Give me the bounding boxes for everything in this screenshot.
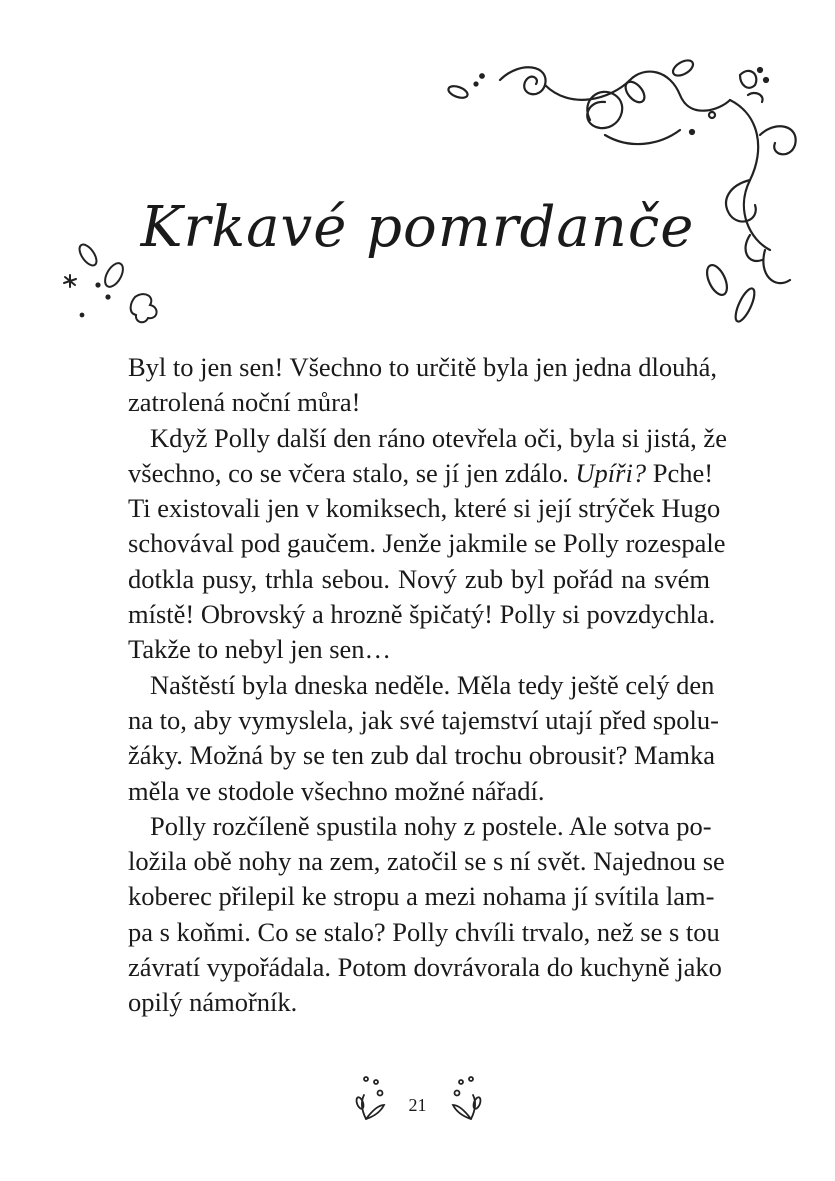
text-line: ložila obě nohy na zem, zatočil se s ní svět. Najednou se [128,846,725,877]
paragraph-4 [128,809,725,1021]
text-line: Polly rozčíleně spustila nohy z postele. Ale sotva po- [150,810,712,841]
paragraph-1 [128,350,717,421]
text-line: místě! Obrovský a hrozně špičatý! Polly si povzdychla. [128,599,716,630]
paragraph-3 [128,668,719,809]
text-line: Ti existovali jen v komiksech, které si její strýček Hugo [128,493,721,524]
text-line: měla ve stodole všechno možné nářadí. [128,775,545,806]
text-line: závratí vypořádala. Potom dovrávorala do kuchyně jako [128,952,722,983]
text-line: Naštěstí byla dneska neděle. Měla tedy ještě celý den [150,669,715,700]
text-line: koberec přilepil ke stropu a mezi nohama jí svítila lam- [128,881,715,912]
text-line: všechno, co se včera stalo, se jí jen zdálo. Upíři? Pche! [128,457,714,488]
text-line: dotkla pusy, trhla sebou. Nový zub byl pořád na svém [128,563,710,594]
text-line: na to, aby vymyslela, jak své tajemství utají před spolu- [128,704,719,735]
chapter-title: Krkavé pomrdanče [140,195,695,260]
text-line: pa s koňmi. Co se stalo? Polly chvíli trvalo, než se s tou [128,916,720,947]
sprig-right-icon [440,1073,485,1123]
text-line: schovával pod gaučem. Jenže jakmile se Polly rozespale [128,528,726,559]
swirl-leaf-ornament-icon [430,40,820,340]
text-line: Takže to nebyl jen sen… [128,634,392,665]
text-line: Když Polly další den ráno otevřela oči, byla si jistá, že [150,422,727,453]
text-line: žáky. Možná by se ten zub dal trochu obrousit? Mamka [128,740,715,771]
text-line: Byl to jen sen! Všechno to určitě byla jen jedna dlouhá, [128,352,717,382]
chapter-body [128,350,727,1021]
text-line: zatrolená noční můra! [128,387,361,418]
paragraph-2 [128,421,727,668]
emphasis: Upíři? [575,457,647,488]
page-number: 21 [408,1095,427,1115]
text-line: opilý námořník. [128,987,298,1018]
